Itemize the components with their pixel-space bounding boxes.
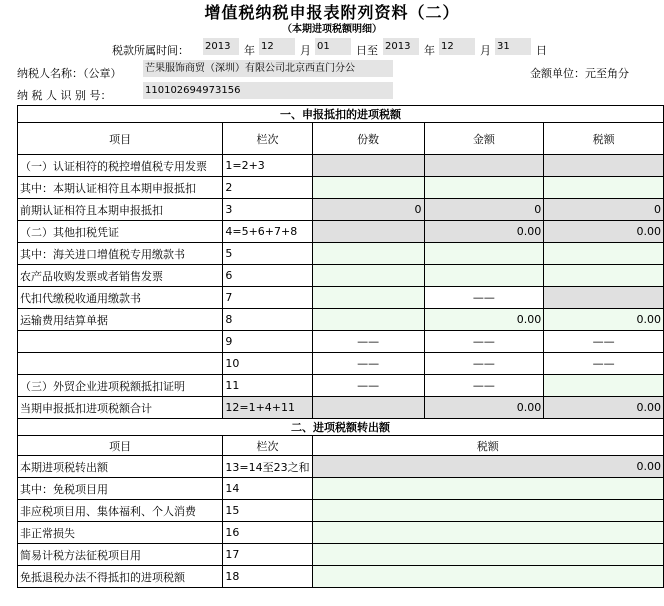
row-line: 17 [223,544,312,566]
row-item: （一）认证相符的税控增值税专用发票 [18,155,223,177]
tax-cell[interactable] [312,500,663,522]
tax-cell [544,155,664,177]
row-item: 前期认证相符且本期申报抵扣 [18,199,223,221]
end-day-unit: 日 [536,44,547,57]
row-line: 4=5+6+7+8 [223,221,312,243]
amount-unit-label: 金额单位：元至角分 [530,67,629,80]
row-line: 6 [223,265,312,287]
page-subtitle: （本期进项税额明细） [282,24,382,35]
table-row [18,199,664,221]
table-row [18,375,664,397]
amount-cell: —— [424,353,544,375]
tax-cell: 0.00 [544,221,664,243]
col-header-tax: 税额 [544,123,664,155]
tax-cell [544,287,664,309]
row-item: 运输费用结算单据 [18,309,223,331]
tax-cell[interactable] [312,478,663,500]
end-year-unit: 年 [424,44,435,57]
row-item: （二）其他扣税凭证 [18,221,223,243]
count-cell[interactable] [312,243,424,265]
table-row [18,500,664,522]
row-item: 其中：本期认证相符且本期申报抵扣 [18,177,223,199]
tax-cell[interactable] [312,566,663,588]
row-line: 11 [223,375,312,397]
amount-cell[interactable] [424,243,544,265]
table-row [18,177,664,199]
col-header-item: 项目 [18,123,223,155]
section1-title: 一、申报抵扣的进项税额 [18,106,664,123]
count-cell [312,221,424,243]
amount-cell: 0.00 [424,221,544,243]
row-line: 8 [223,309,312,331]
row-item: 当期申报抵扣进项税额合计 [18,397,223,419]
table-row [18,287,664,309]
table-row [18,265,664,287]
row-item: 非应税项目用、集体福利、个人消费 [18,500,223,522]
col-header-line: 栏次 [223,123,312,155]
table-row [18,353,664,375]
row-item: 其中：免税项目用 [18,478,223,500]
count-cell[interactable] [312,287,424,309]
row-line: 18 [223,566,312,588]
month-unit: 月 [300,44,311,57]
tax-cell: —— [544,353,664,375]
end-month-field[interactable]: 12 [439,38,475,55]
period-label: 税款所属时间： [112,44,189,57]
count-cell [312,155,424,177]
row-line: 12=1+4+11 [223,397,312,419]
count-cell[interactable] [312,265,424,287]
row-item: 农产品收购发票或者销售发票 [18,265,223,287]
table-row [18,221,664,243]
input-tax-table [17,105,664,588]
section2-title: 二、进项税额转出额 [18,419,664,436]
count-cell[interactable] [312,309,424,331]
table-row [18,397,664,419]
amount-cell[interactable]: 0.00 [424,309,544,331]
row-line: 13=14至23之和 [223,456,312,478]
s2-col-header-line: 栏次 [223,436,312,456]
end-month-unit: 月 [480,44,491,57]
amount-cell: —— [424,287,544,309]
tax-cell[interactable] [544,177,664,199]
amount-cell: —— [424,331,544,353]
row-item: 非正常损失 [18,522,223,544]
row-line: 16 [223,522,312,544]
count-cell: —— [312,331,424,353]
tax-cell[interactable] [544,265,664,287]
start-month-field[interactable]: 12 [259,38,295,55]
row-item: （三）外贸企业进项税额抵扣证明 [18,375,223,397]
table-row [18,478,664,500]
row-item: 本期进项税转出额 [18,456,223,478]
table-row [18,522,664,544]
year-unit: 年 [244,44,255,57]
tax-cell: 0.00 [312,456,663,478]
row-line: 5 [223,243,312,265]
table-row [18,544,664,566]
count-cell: 0 [312,199,424,221]
count-cell: —— [312,353,424,375]
row-item [18,331,223,353]
amount-cell: 0 [424,199,544,221]
tax-cell: —— [544,331,664,353]
start-day-field[interactable]: 01 [315,38,351,55]
table-row [18,243,664,265]
tax-cell[interactable]: 0.00 [544,309,664,331]
amount-cell: 0.00 [424,397,544,419]
row-item: 其中：海关进口增值税专用缴款书 [18,243,223,265]
row-line: 14 [223,478,312,500]
end-year-field[interactable]: 2013 [383,38,419,55]
table-row [18,456,664,478]
start-year-field[interactable]: 2013 [203,38,239,55]
tax-cell[interactable] [312,522,663,544]
taxpayer-id-field[interactable]: 110102694973156 [143,82,393,99]
tax-cell: 0 [544,199,664,221]
tax-cell[interactable] [544,243,664,265]
taxpayer-name-label: 纳税人名称：（公章） [17,67,122,80]
table-row [18,331,664,353]
row-item: 简易计税方法征税项目用 [18,544,223,566]
row-line: 2 [223,177,312,199]
row-item [18,353,223,375]
table-row [18,309,664,331]
row-line: 7 [223,287,312,309]
taxpayer-name-field[interactable]: 芒果服饰商贸（深圳）有限公司北京西直门分公 [143,60,393,77]
page-title: 增值税纳税申报表附列资料（二） [204,3,460,22]
row-line: 1=2+3 [223,155,312,177]
amount-cell[interactable] [424,265,544,287]
tax-cell: 0.00 [544,397,664,419]
s2-col-header-tax: 税额 [312,436,663,456]
end-day-field[interactable]: 31 [495,38,531,55]
table-row [18,155,664,177]
count-cell: —— [312,375,424,397]
row-item: 代扣代缴税收通用缴款书 [18,287,223,309]
count-cell [312,397,424,419]
day-to-label: 日至 [356,44,378,57]
row-line: 3 [223,199,312,221]
tax-cell[interactable] [312,544,663,566]
amount-cell[interactable] [424,177,544,199]
amount-cell: —— [424,375,544,397]
col-header-amount: 金额 [424,123,544,155]
s2-col-header-item: 项目 [18,436,223,456]
row-item: 免抵退税办法不得抵扣的进项税额 [18,566,223,588]
count-cell[interactable] [312,177,424,199]
table-row [18,566,664,588]
amount-cell [424,155,544,177]
row-line: 10 [223,353,312,375]
row-line: 15 [223,500,312,522]
taxpayer-id-label: 纳 税 人 识 别 号： [17,89,112,102]
row-line: 9 [223,331,312,353]
tax-cell[interactable] [544,375,664,397]
col-header-count: 份数 [312,123,424,155]
